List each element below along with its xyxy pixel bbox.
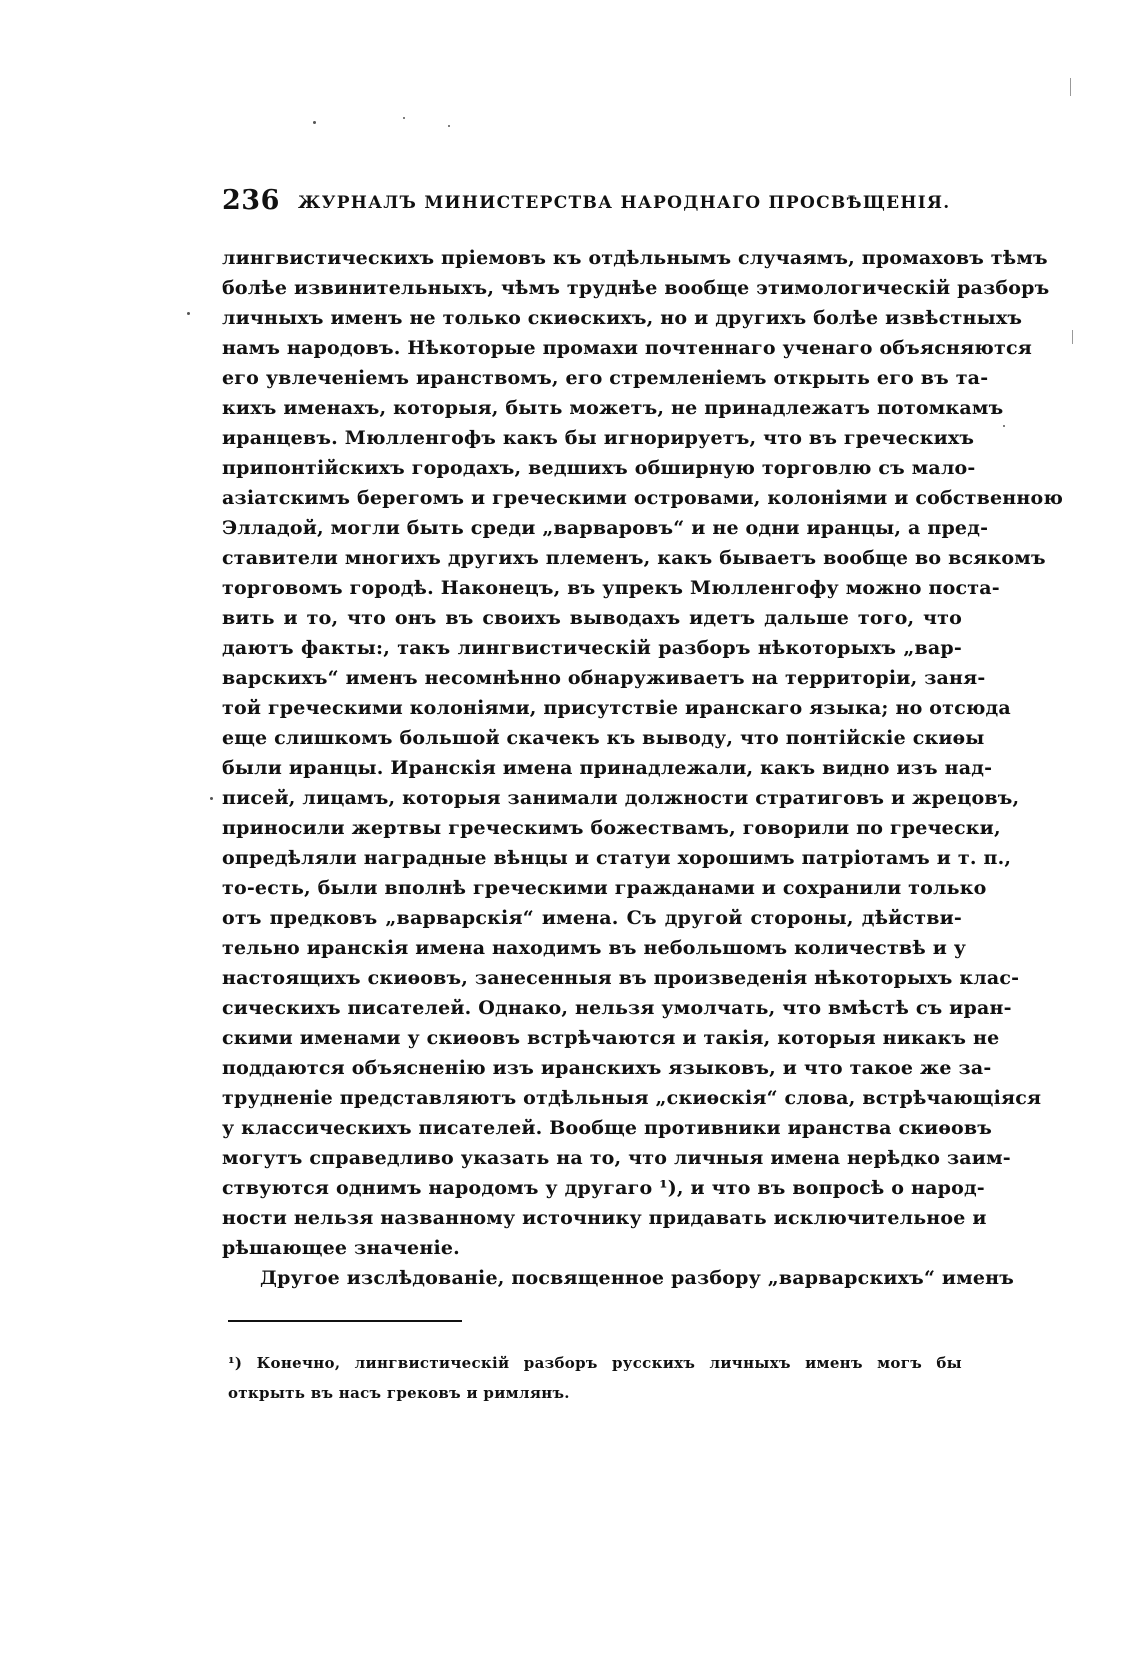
- text-line: его увлеченіемъ иранствомъ, его стремленіемъ открыть его въ та-: [222, 367, 989, 389]
- text-line: Элладой, могли быть среди „варваровъ“ и не одни иранцы, а пред-: [222, 517, 989, 539]
- text-line: ставители многихъ другихъ племенъ, какъ бываетъ вообще во всякомъ: [222, 547, 1046, 569]
- text-line: приносили жертвы греческимъ божествамъ, говорили по гречески,: [222, 817, 1001, 839]
- text-line: сическихъ писателей. Однако, нельзя умолчать, что вмѣстѣ съ иран-: [222, 997, 1012, 1019]
- running-head: [222, 183, 962, 223]
- text-line: тельно иранскія имена находимъ въ небольшомъ количествѣ и у: [222, 937, 967, 959]
- footnote-line: ¹) Конечно, лингвистическій разборъ русскихъ личныхъ именъ могъ бы: [228, 1354, 962, 1372]
- text-line: настоящихъ скиѳовъ, занесенныя въ произведенія нѣкоторыхъ клас-: [222, 967, 1020, 989]
- footnote-rule: [228, 1320, 462, 1322]
- text-line: у классическихъ писателей. Вообще противники иранства скиѳовъ: [222, 1117, 993, 1139]
- text-line: вить и то, что онъ въ своихъ выводахъ идетъ дальше того, что: [222, 607, 962, 629]
- text-line: трудненіе представляютъ отдѣльныя „скиѳскія“ слова, встрѣчающіяся: [222, 1087, 1042, 1109]
- text-line: иранцевъ. Мюлленгофъ какъ бы игнорируетъ, что въ греческихъ: [222, 427, 975, 449]
- text-line: поддаются объясненію изъ иранскихъ языковъ, и что такое же за-: [222, 1057, 992, 1079]
- footnote-line: открыть въ насъ грековъ и римлянъ.: [228, 1384, 570, 1402]
- text-line: писей, лицамъ, которыя занимали должности стратиговъ и жрецовъ,: [222, 787, 1020, 809]
- text-line: той греческими колоніями, присутствіе иранскаго языка; но отсюда: [222, 697, 1011, 719]
- text-line: то-есть, были вполнѣ греческими гражданами и сохранили только: [222, 877, 987, 899]
- text-line: болѣе извинительныхъ, чѣмъ труднѣе вообще этимологическій разборъ: [222, 277, 1050, 299]
- text-line: кихъ именахъ, которыя, быть можетъ, не принадлежатъ потомкамъ: [222, 397, 1004, 419]
- scan-speck: [313, 121, 316, 124]
- scan-speck: [403, 117, 405, 119]
- margin-mark: [1072, 330, 1073, 344]
- text-line-paragraph-start: Другое изслѣдованіе, посвященное разбору „варварскихъ“ именъ: [260, 1267, 1015, 1289]
- text-line: даютъ факты:, такъ лингвистическій разборъ нѣкоторыхъ „вар-: [222, 637, 962, 659]
- text-line: намъ народовъ. Нѣкоторые промахи почтеннаго ученаго объясняются: [222, 337, 1032, 359]
- body-text: [222, 243, 1064, 1293]
- text-line: ности нельзя названному источнику придавать исключительное и: [222, 1207, 987, 1229]
- text-line: еще слишкомъ большой скачекъ къ выводу, что понтійскіе скиѳы: [222, 727, 985, 749]
- scan-speck: [210, 797, 213, 800]
- scan-speck: [448, 125, 450, 127]
- text-line: скими именами у скиѳовъ встрѣчаются и такія, которыя никакъ не: [222, 1027, 1000, 1049]
- page-number: 236: [222, 185, 280, 216]
- text-line: припонтійскихъ городахъ, ведшихъ обширную торговлю съ мало-: [222, 457, 976, 479]
- scan-speck: [1003, 425, 1005, 427]
- text-line: отъ предковъ „варварскія“ имена. Съ другой стороны, дѣйстви-: [222, 907, 962, 929]
- text-line: ствуются однимъ народомъ у другаго ¹), и что въ вопросѣ о народ-: [222, 1177, 985, 1199]
- scan-speck: [187, 312, 190, 315]
- text-line: азіатскимъ берегомъ и греческими островами, колоніями и собственною: [222, 487, 1064, 509]
- journal-title: ЖУРНАЛЪ МИНИСТЕРСТВА НАРОДНАГО ПРОСВѢЩЕНІЯ.: [298, 193, 951, 213]
- text-line: варскихъ“ именъ несомнѣнно обнаруживаетъ на территоріи, заня-: [222, 667, 986, 689]
- text-line: были иранцы. Иранскія имена принадлежали, какъ видно изъ над-: [222, 757, 993, 779]
- footnote: [228, 1348, 962, 1408]
- text-line: личныхъ именъ не только скиѳскихъ, но и другихъ болѣе извѣстныхъ: [222, 307, 1023, 329]
- text-line-paragraph-end: рѣшающее значеніе.: [222, 1237, 460, 1259]
- margin-mark: [1070, 78, 1071, 96]
- text-line: опредѣляли наградные вѣнцы и статуи хорошимъ патріотамъ и т. п.,: [222, 847, 1012, 869]
- text-line: лингвистическихъ пріемовъ къ отдѣльнымъ случаямъ, промаховъ тѣмъ: [222, 247, 1048, 269]
- text-line: могутъ справедливо указать на то, что личныя имена нерѣдко заим-: [222, 1147, 1011, 1169]
- text-line: торговомъ городѣ. Наконецъ, въ упрекъ Мюлленгофу можно поста-: [222, 577, 1000, 599]
